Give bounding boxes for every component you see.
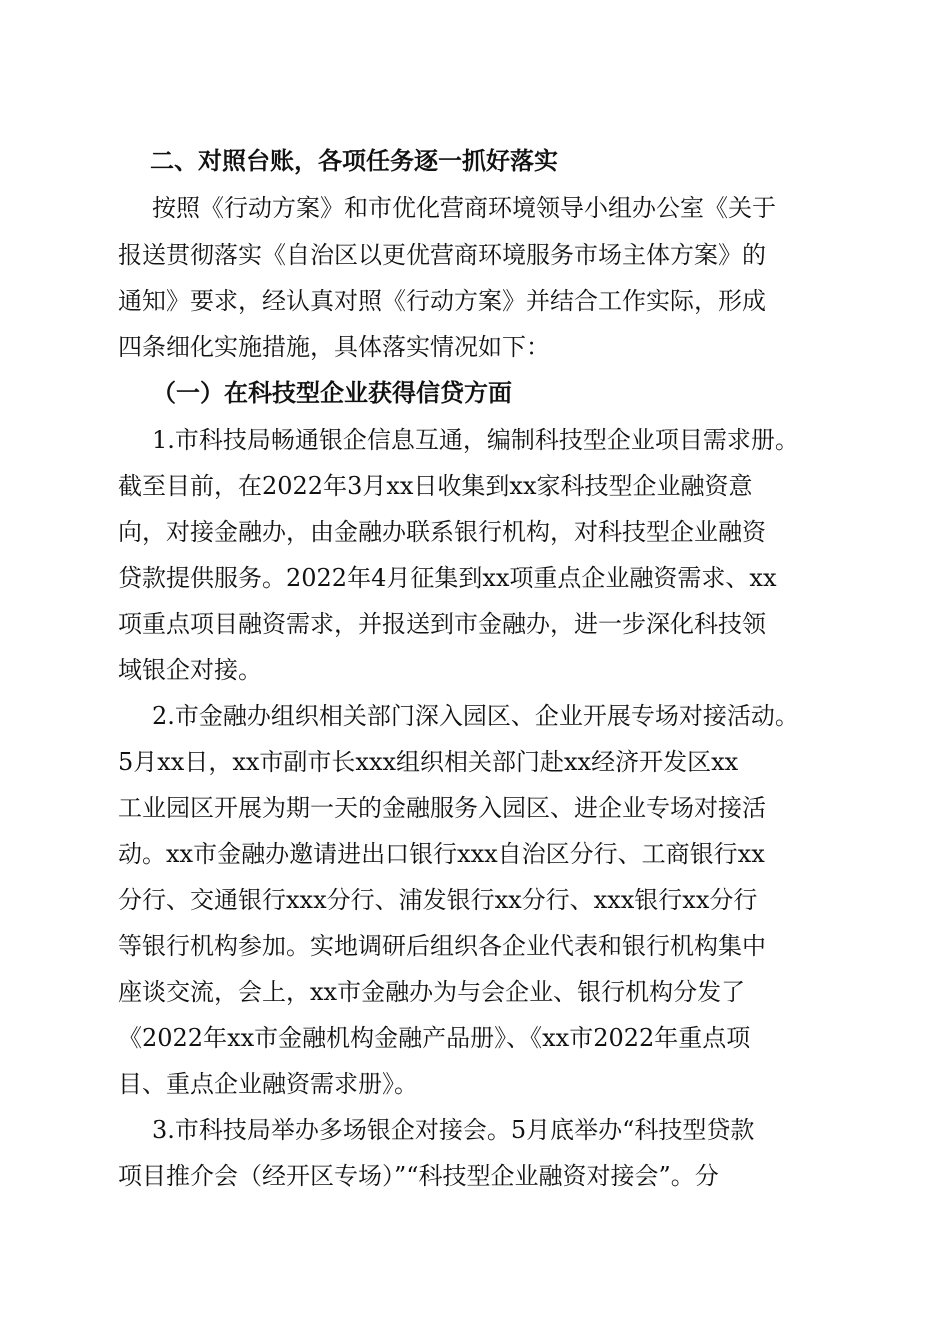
item2-line-7: 座谈交流，会上，xx市金融办为与会企业、银行机构分发了 (118, 978, 746, 1006)
intro-line-3: 通知》要求，经认真对照《行动方案》并结合工作实际，形成 (118, 287, 766, 315)
item2-line-8: 《2022年xx市金融机构金融产品册》、《xx市2022年重点项 (118, 1024, 751, 1052)
section-heading: 二、对照台账，各项任务逐一抓好落实 (150, 147, 558, 175)
item3-line-1: 3.市科技局举办多场银企对接会。5月底举办“科技型贷款 (152, 1116, 755, 1144)
intro-line-2: 报送贯彻落实《自治区以更优营商环境服务市场主体方案》的 (118, 241, 766, 269)
item3-line-2: 项目推介会（经开区专场）”“科技型企业融资对接会”。分 (118, 1162, 719, 1190)
item1-line-5: 项重点项目融资需求，并报送到市金融办，进一步深化科技领 (118, 610, 766, 638)
item1-line-6: 域银企对接。 (118, 656, 262, 684)
item1-line-3: 向，对接金融办，由金融办联系银行机构，对科技型企业融资 (118, 518, 766, 546)
item1-line-2: 截至目前，在2022年3月xx日收集到xx家科技型企业融资意 (118, 472, 753, 500)
item2-line-9: 目、重点企业融资需求册》。 (118, 1070, 418, 1098)
item1-line-4: 贷款提供服务。2022年4月征集到xx项重点企业融资需求、xx (118, 564, 777, 592)
intro-line-1: 按照《行动方案》和市优化营商环境领导小组办公室《关于 (152, 194, 776, 222)
item1-line-1: 1.市科技局畅通银企信息互通，编制科技型企业项目需求册。 (152, 426, 799, 454)
item2-line-3: 工业园区开展为期一天的金融服务入园区、进企业专场对接活 (118, 794, 766, 822)
item2-line-4: 动。xx市金融办邀请进出口银行xxx自治区分行、工商银行xx (118, 840, 765, 868)
item2-line-5: 分行、交通银行xxx分行、浦发银行xx分行、xxx银行xx分行 (118, 886, 758, 914)
subheading: （一）在科技型企业获得信贷方面 (152, 379, 512, 407)
intro-line-4: 四条细化实施措施，具体落实情况如下： (118, 333, 550, 361)
item2-line-2: 5月xx日，xx市副市长xxx组织相关部门赴xx经济开发区xx (118, 748, 739, 776)
item2-line-1: 2.市金融办组织相关部门深入园区、企业开展专场对接活动。 (152, 702, 799, 730)
item2-line-6: 等银行机构参加。实地调研后组织各企业代表和银行机构集中 (118, 932, 766, 960)
